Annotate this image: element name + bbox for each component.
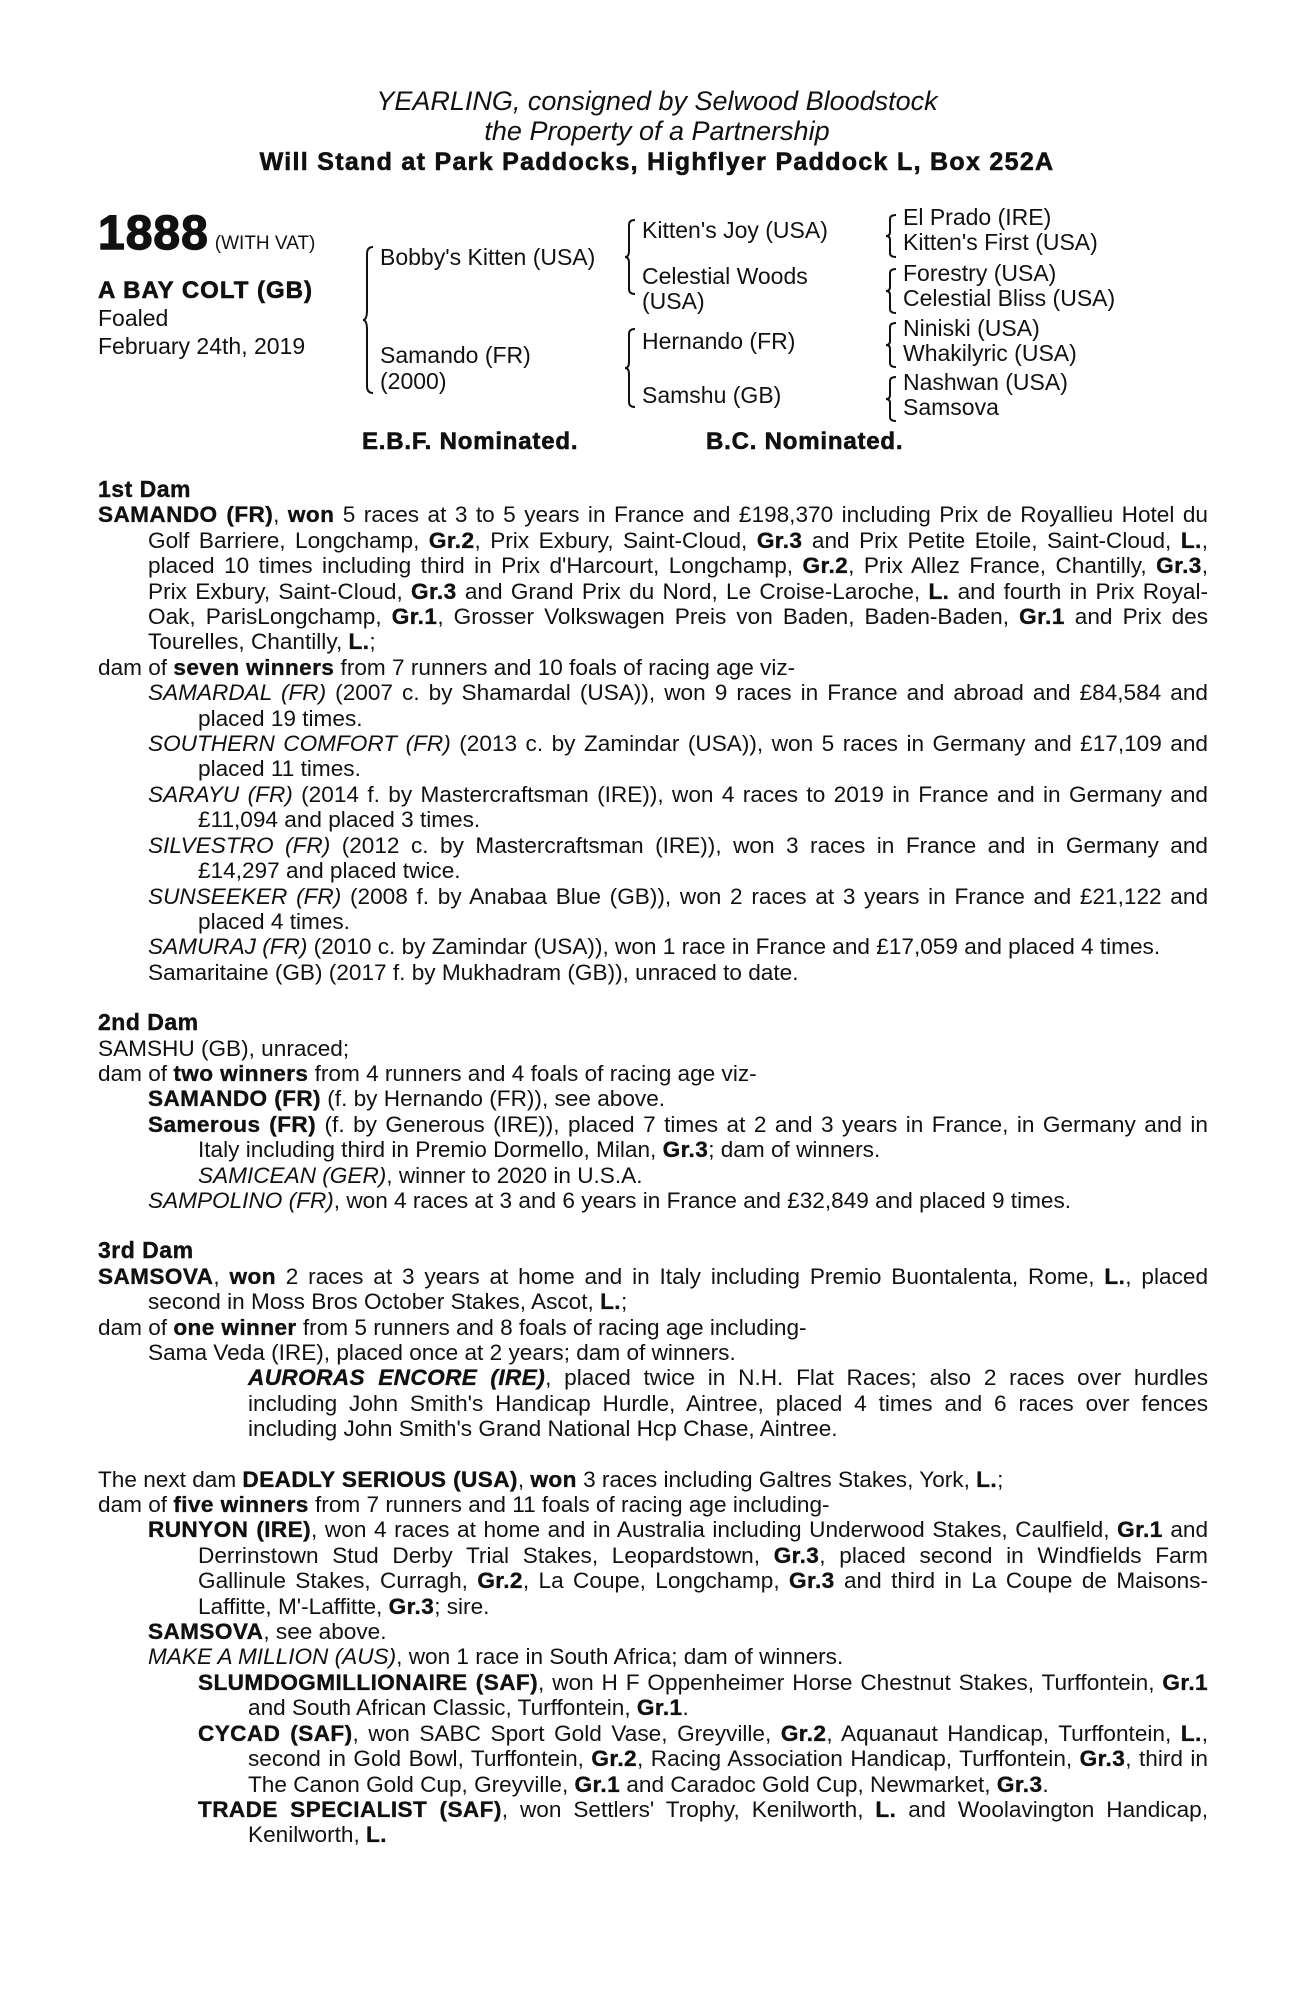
progeny-entry (98, 1619, 1208, 1644)
won-label: won (530, 1466, 577, 1492)
race-detail: ; sire. (434, 1593, 490, 1619)
progeny-detail: , see above. (263, 1619, 387, 1645)
grand-progeny-entry (98, 1163, 1208, 1188)
progeny-detail (248, 1721, 1208, 1797)
progeny-name: TRADE SPECIALIST (SAF) (198, 1796, 502, 1822)
pedigree-sire: Bobby's Kitten (USA) (380, 244, 596, 270)
progeny-name: SAMARDAL (FR) (148, 680, 327, 706)
pedigree-dam-sire: Hernando (FR) (642, 328, 796, 354)
progeny-name: RUNYON (IRE) (148, 1517, 312, 1543)
winners-count: two winners (173, 1060, 309, 1086)
pedigree-brace-g3-1 (886, 214, 898, 258)
progeny-entry (98, 782, 1208, 833)
grade-label: L. (1180, 1720, 1202, 1746)
progeny-name: Samerous (FR) (148, 1111, 317, 1137)
pedigree-sire-dam-country: (USA) (642, 288, 705, 314)
progeny-entry (98, 833, 1208, 884)
progeny-detail: (2010 c. by Zamindar (USA)), won 1 race in France and £17,059 and placed 4 times. (307, 934, 1161, 960)
race-detail: and Caradoc Gold Cup, Newmarket, (620, 1771, 997, 1797)
second-dam-heading: 2nd Dam (98, 1009, 199, 1036)
grand-progeny-entry (98, 1797, 1208, 1848)
first-dam-name: SAMANDO (FR) (98, 502, 274, 528)
grade-label: Gr.2 (802, 553, 849, 579)
grade-label: L. (366, 1822, 387, 1848)
grade-label: Gr.1 (636, 1695, 683, 1721)
progeny-name: SAMPOLINO (FR) (148, 1187, 334, 1213)
grade-label: L. (600, 1289, 621, 1315)
pedigree-sire-sire: Kitten's Joy (USA) (642, 217, 828, 243)
dam-of-label: dam of (98, 654, 174, 680)
race-detail: . (682, 1695, 689, 1721)
foaled-date: February 24th, 2019 (98, 333, 306, 359)
grade-label: Gr.3 (411, 578, 457, 604)
progeny-name: SOUTHERN COMFORT (FR) (148, 731, 451, 757)
race-detail: , La Coupe, Longchamp, (522, 1568, 790, 1594)
third-dam-produce-summary (98, 1315, 1208, 1340)
first-dam-produce-summary (98, 655, 1208, 680)
next-dam-name: DEADLY SERIOUS (USA) (242, 1466, 518, 1492)
progeny-detail: , won 4 races at 3 and 6 years in France and £32,849 and placed 9 times. (333, 1187, 1072, 1213)
race-detail: , won 4 races at home and in Australia including Underwood Stakes, Caulfield, (311, 1517, 1118, 1543)
race-detail: 3 races including Galtres Stakes, York, (576, 1466, 977, 1492)
race-detail: , placed 10 times including third in Prix d'Harcourt, Longchamp, (148, 527, 1208, 579)
progeny-entry (98, 1644, 1208, 1669)
grade-label: Gr.1 (391, 604, 438, 630)
race-detail: ; (620, 1289, 628, 1315)
race-detail: and fourth in Prix Royal-Oak, ParisLongchamp, (148, 578, 1208, 630)
race-detail: ; (997, 1466, 1004, 1492)
grade-label: Gr.3 (996, 1771, 1043, 1797)
race-detail: and Grand Prix du Nord, Le Croise-Laroche, (456, 578, 929, 604)
progeny-detail: (2013 c. by Zamindar (USA)), won 5 races in Germany and £17,109 and placed 11 times. (198, 731, 1208, 782)
foaled-label: Foaled (98, 305, 169, 331)
race-detail: and Prix des Tourelles, Chantilly, (148, 604, 1209, 655)
race-detail: 5 races at 3 to 5 years in France and £198,370 including Prix de Royallieu Hotel du Golf Barriere, Longchamp, (148, 502, 1208, 553)
produce-detail: from 5 runners and 8 foals of racing age including- (296, 1314, 807, 1340)
progeny-detail: (f. by Hernando (FR)), see above. (320, 1086, 666, 1112)
race-detail: , placed second in Windfields Farm Gallinule Stakes, Curragh, (198, 1542, 1208, 1594)
pedigree-dam: Samando (FR) (380, 342, 531, 368)
grade-label: Gr.3 (662, 1137, 709, 1163)
winners-count: one winner (173, 1314, 297, 1340)
race-detail: , Prix Exbury, Saint-Cloud, (474, 527, 757, 553)
second-dam-record: SAMSHU (GB), unraced; (98, 1035, 350, 1061)
pedigree-brace-g3-3 (886, 322, 898, 368)
progeny-name: SLUMDOGMILLIONAIRE (SAF) (198, 1669, 539, 1695)
grade-label: Gr.2 (591, 1746, 637, 1772)
won-label: won (287, 502, 335, 528)
progeny-detail: , won 1 race in South Africa; dam of winners. (396, 1644, 844, 1670)
progeny-detail: (2014 f. by Mastercraftsman (IRE)), won 4 races to 2019 in France and in Germany and £11,094 and placed 3 times. (198, 781, 1208, 833)
next-dam-record: The next dam DEADLY SERIOUS (USA), won 3 races including Galtres Stakes, York, L.; (98, 1466, 1004, 1492)
race-detail: , Prix Allez France, Chantilly, (848, 553, 1157, 579)
grade-label: Gr.1 (574, 1771, 621, 1797)
race-detail: and third in La Coupe de Maisons-Laffitte, M'-Laffitte, (198, 1568, 1208, 1619)
grade-label: Gr.1 (1162, 1669, 1208, 1695)
grade-label: L. (976, 1466, 998, 1492)
pedigree-brace-dam (625, 328, 637, 408)
bc-nomination: B.C. Nominated. (706, 428, 904, 455)
grade-label: L. (348, 629, 370, 655)
grade-label: Gr.2 (780, 1720, 827, 1746)
progeny-entry (98, 1188, 1208, 1213)
race-detail: , second in Gold Bowl, Turffontein, (248, 1720, 1208, 1772)
first-dam-progeny-list (98, 680, 1208, 959)
first-dam-record: SAMANDO (FR), won 5 races at 3 to 5 years in France and £198,370 including Prix de Royallieu Hotel du Golf Barriere, Longchamp, Gr.2, Prix Exbury, Saint-Cloud, Gr.3 and Prix Petite Etoile, Saint-Cloud, L., placed 10 times including third in Prix d'Harcourt, Longchamp, Gr.2, Prix Allez France, Chantilly, Gr.3, Prix Exbury, Saint-Cloud, Gr.3 and Grand Prix du Nord, Le Croise-Laroche, L. and fourth in Prix Royal-Oak, ParisLongchamp, Gr.1, Grosser Volkswagen Preis von Baden, Baden-Baden, Gr.1 and Prix des Tourelles, Chantilly, L.; (98, 502, 1209, 655)
pedigree-sire-dam: Celestial Woods (642, 263, 808, 289)
progeny-name: SAMSOVA (148, 1619, 264, 1645)
progeny-name: AURORAS ENCORE (IRE) (248, 1365, 546, 1391)
race-detail: and Derrinstown Stud Derby Trial Stakes, Leopardstown, (198, 1517, 1209, 1568)
pedigree-g3-ancestor: Niniski (USA) (903, 315, 1040, 341)
race-detail: , Prix Exbury, Saint-Cloud, (148, 553, 1209, 604)
progeny-detail: (2008 f. by Anabaa Blue (GB)), won 2 races at 3 years in France and £21,122 and placed 4 times. (198, 883, 1209, 934)
progeny-entry (98, 680, 1208, 731)
first-dam-heading: 1st Dam (98, 476, 191, 502)
pedigree-g3-ancestor: Kitten's First (USA) (903, 229, 1098, 255)
foaled-info (98, 304, 305, 360)
grade-label: Gr.1 (1019, 604, 1065, 630)
grade-label: L. (875, 1796, 897, 1822)
stabling-line: Will Stand at Park Paddocks, Highflyer Paddock L, Box 252A (259, 148, 1055, 176)
race-detail: ; (369, 629, 376, 655)
race-detail: and Woolavington Handicap, Kenilworth, (248, 1796, 1208, 1848)
progeny-entry (98, 1112, 1208, 1163)
dam-of-label: dam of (98, 1492, 174, 1518)
grade-label: Gr.3 (756, 527, 803, 553)
dam-of-label: dam of (98, 1060, 174, 1086)
grade-label: Gr.3 (1079, 1746, 1126, 1772)
catalogue-body (98, 477, 1208, 1848)
progeny-entry: Sama Veda (IRE), placed once at 2 years; dam of winners. (148, 1340, 736, 1365)
progeny-name: SUNSEEKER (FR) (148, 883, 342, 909)
progeny-detail: , placed twice in N.H. Flat Races; also 2 races over hurdles including John Smith's Handicap Hurdle, Aintree, placed 4 times and 6 races over fences including John Smith's Grand National Hcp Chase, Aintree. (248, 1365, 1208, 1442)
lot-description: A BAY COLT (GB) (98, 277, 314, 304)
ownership-line: the Property of a Partnership (484, 116, 830, 146)
pedigree-brace-g3-4 (886, 376, 898, 422)
race-detail: , won H F Oppenheimer Horse Chestnut Stakes, Turffontein, (538, 1669, 1163, 1695)
progeny-entry (98, 884, 1208, 935)
pedigree-g3-ancestor: Whakilyric (USA) (903, 340, 1077, 366)
race-detail: , Aquanaut Handicap, Turffontein, (826, 1720, 1181, 1746)
pedigree-brace-g3-2 (886, 268, 898, 314)
race-detail: , won Settlers' Trophy, Kenilworth, (501, 1796, 876, 1822)
race-detail: . (1042, 1771, 1049, 1797)
grand-progeny-entry (98, 1670, 1208, 1721)
progeny-entry (98, 934, 1208, 959)
pedigree-dam-dam: Samshu (GB) (642, 382, 782, 408)
winners-count: five winners (173, 1492, 309, 1518)
pedigree-g3-ancestor: Nashwan (USA) (903, 369, 1068, 395)
race-detail: and Prix Petite Etoile, Saint-Cloud, (802, 527, 1181, 553)
progeny-name: CYCAD (SAF) (198, 1720, 353, 1746)
pedigree-dam-year: (2000) (380, 368, 447, 394)
pedigree-g3-ancestor: Samsova (903, 394, 999, 420)
third-dam-heading: 3rd Dam (98, 1237, 194, 1264)
pedigree-brace-sire (625, 219, 637, 295)
progeny-name: SAMURAJ (FR) (148, 934, 308, 960)
progeny-detail: , winner to 2020 in U.S.A. (386, 1162, 643, 1188)
grade-label: L. (1104, 1263, 1126, 1289)
progeny-entry (98, 731, 1208, 782)
race-detail: , won SABC Sport Gold Vase, Greyville, (352, 1720, 781, 1746)
race-detail: and South African Classic, Turffontein, (248, 1695, 637, 1721)
race-detail: , placed second in Moss Bros October Stakes, Ascot, (148, 1263, 1209, 1315)
progeny-entry: Samaritaine (GB) (2017 f. by Mukhadram (GB)), unraced to date. (148, 959, 799, 985)
progeny-name: SAMANDO (FR) (148, 1086, 321, 1112)
next-dam-produce-summary (98, 1492, 1208, 1517)
winners-count: seven winners (173, 654, 335, 680)
dam-of-label: dam of (98, 1314, 174, 1340)
lot-number: 1888 (98, 207, 209, 260)
progeny-name: SARAYU (FR) (148, 781, 293, 807)
lot-number-block (98, 206, 315, 261)
grand-progeny-entry (98, 1365, 1208, 1441)
second-dam-produce-summary (98, 1061, 1208, 1086)
produce-detail: from 7 runners and 11 foals of racing age including- (308, 1492, 830, 1518)
progeny-entry (98, 1086, 1208, 1111)
grade-label: Gr.2 (428, 527, 475, 553)
next-dam-prefix: The next dam (98, 1466, 243, 1492)
progeny-name: MAKE A MILLION (AUS) (148, 1644, 397, 1670)
grade-label: Gr.3 (1156, 553, 1202, 579)
grade-label: L. (1180, 527, 1202, 553)
progeny-detail (198, 1517, 1208, 1618)
ebf-nomination: E.B.F. Nominated. (362, 428, 579, 455)
progeny-detail: (f. by Generous (IRE)), placed 7 times at 2 and 3 years in France, in Germany and in Italy including third in Premio Dormello, Milan, (198, 1111, 1208, 1163)
pedigree-g3-ancestor: Forestry (USA) (903, 260, 1057, 286)
grade-label: Gr.2 (477, 1568, 523, 1594)
progeny-entry (98, 1517, 1208, 1619)
vat-note: (WITH VAT) (214, 233, 316, 254)
progeny-detail: (2012 c. by Mastercraftsman (IRE)), won 3 races in France and in Germany and £14,297 and placed twice. (198, 832, 1208, 884)
grade-label: Gr.3 (388, 1593, 435, 1619)
progeny-detail: (2007 c. by Shamardal (USA)), won 9 races in France and abroad and £84,584 and placed 19 times. (198, 680, 1208, 731)
pedigree-brace-main (363, 246, 375, 394)
race-detail: , Grosser Volkswagen Preis von Baden, Baden-Baden, (437, 604, 1020, 630)
progeny-name: SAMICEAN (GER) (198, 1162, 387, 1188)
race-detail: , third in The Canon Gold Cup, Greyville, (248, 1746, 1208, 1797)
grade-label: Gr.1 (1117, 1517, 1163, 1543)
produce-detail: from 7 runners and 10 foals of racing age viz- (334, 654, 796, 680)
progeny-name: SILVESTRO (FR) (148, 832, 331, 858)
grade-label: L. (928, 578, 950, 604)
third-dam-name: SAMSOVA (98, 1263, 214, 1289)
pedigree-g3-ancestor: Celestial Bliss (USA) (903, 285, 1116, 311)
race-detail: , Racing Association Handicap, Turffontein, (637, 1746, 1080, 1772)
progeny-detail: ; dam of winners. (708, 1137, 881, 1163)
grand-progeny-entry (98, 1721, 1208, 1797)
race-detail: 2 races at 3 years at home and in Italy including Premio Buontalenta, Rome, (275, 1263, 1105, 1289)
consignment-line: YEARLING, consigned by Selwood Bloodstock (376, 86, 938, 116)
grade-label: Gr.3 (789, 1568, 835, 1594)
pedigree-g3-ancestor: El Prado (IRE) (903, 204, 1052, 230)
produce-detail: from 4 runners and 4 foals of racing age viz- (308, 1060, 757, 1086)
grade-label: Gr.3 (773, 1542, 820, 1568)
won-label: won (229, 1263, 276, 1289)
third-dam-record: SAMSOVA, won 2 races at 3 years at home and in Italy including Premio Buontalenta, Rome, L., placed second in Moss Bros October Stakes, Ascot, L.; (98, 1263, 1209, 1315)
